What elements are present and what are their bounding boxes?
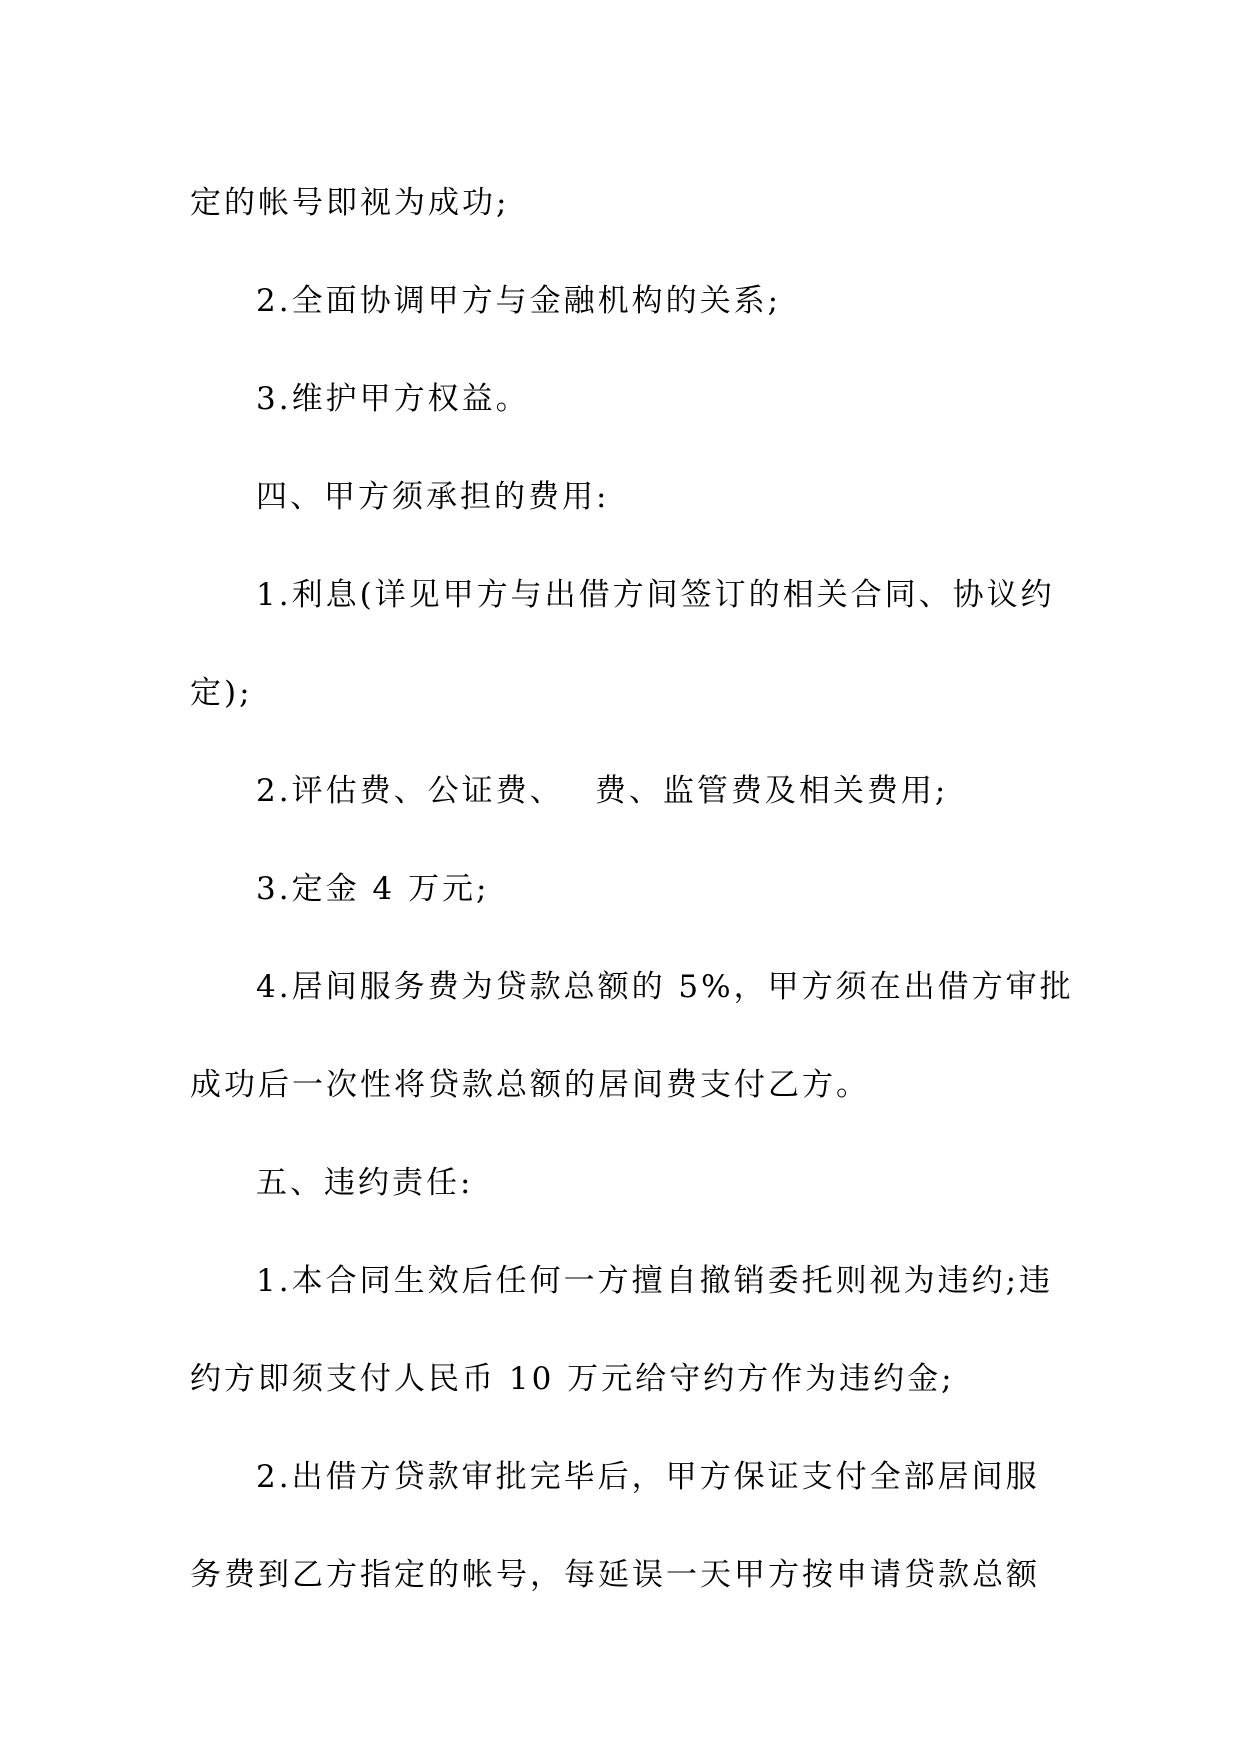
text-line: 1.利息(详见甲方与出借方间签订的相关合同、协议约	[256, 577, 1055, 613]
text-line: 1.本合同生效后任何一方擅自撤销委托则视为违约;违	[256, 1263, 1054, 1299]
text-line: 定);	[190, 675, 253, 711]
text-line: 2.全面协调甲方与金融机构的关系;	[256, 283, 782, 319]
text-line: 定的帐号即视为成功;	[190, 185, 510, 221]
text-line: 3.定金 4 万元;	[256, 871, 490, 907]
section-heading: 四、甲方须承担的费用:	[256, 479, 610, 515]
text-line: 成功后一次性将贷款总额的居间费支付乙方。	[190, 1067, 870, 1103]
text-line: 务费到乙方指定的帐号，每延误一天甲方按申请贷款总额	[190, 1557, 1040, 1593]
text-line: 约方即须支付人民币 10 万元给守约方作为违约金;	[190, 1361, 955, 1397]
text-line: 2.评估费、公证费、 费、监管费及相关费用;	[256, 773, 949, 809]
section-heading: 五、违约责任:	[256, 1165, 474, 1201]
text-line: 3.维护甲方权益。	[256, 381, 530, 417]
text-line: 4.居间服务费为贷款总额的 5%，甲方须在出借方审批	[256, 969, 1074, 1005]
text-line: 2.出借方贷款审批完毕后，甲方保证支付全部居间服	[256, 1459, 1040, 1495]
